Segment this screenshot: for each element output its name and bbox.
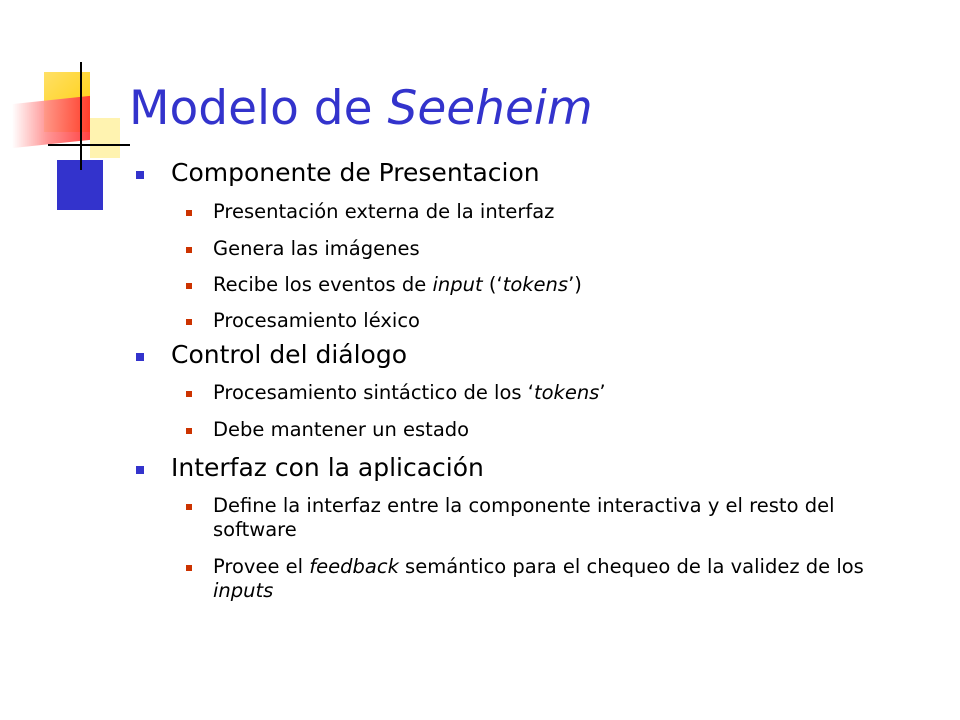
list-item — [213, 418, 923, 442]
section-heading: Interfaz con la aplicación — [171, 453, 484, 482]
item-text: (‘ — [482, 273, 503, 296]
item-text: Procesamiento léxico — [213, 309, 420, 332]
level2-bullet — [186, 565, 192, 571]
logo-pale-square — [90, 118, 120, 158]
level1-bullet — [136, 171, 144, 179]
logo-vertical-line — [80, 62, 82, 170]
item-text: Debe mantener un estado — [213, 418, 470, 441]
list-item — [213, 555, 923, 603]
level2-bullet — [186, 210, 192, 216]
level2-bullet — [186, 319, 192, 325]
level2-bullet — [186, 391, 192, 397]
italic-text: input — [432, 273, 483, 296]
list-item — [213, 309, 923, 333]
section-heading: Control del diálogo — [171, 340, 407, 369]
list-item — [213, 200, 923, 224]
item-text: Procesamiento sintáctico de los ‘ — [213, 381, 534, 404]
section-heading: Componente de Presentacion — [171, 158, 540, 187]
italic-text: tokens — [502, 273, 569, 296]
slide-title-italic: Seeheim — [387, 81, 593, 136]
item-text: ’) — [568, 273, 582, 296]
slide-title-main: Modelo de — [129, 81, 388, 136]
list-item — [213, 237, 923, 261]
list-item — [213, 494, 923, 542]
item-text: Provee el — [213, 555, 310, 578]
logo-red-band — [12, 96, 90, 148]
item-text: ’ — [599, 381, 606, 404]
list-item — [213, 381, 923, 405]
level2-bullet — [186, 247, 192, 253]
level2-bullet — [186, 428, 192, 434]
level2-bullet — [186, 283, 192, 289]
item-text: Define la interfaz entre la componente interactiva y el resto del software — [213, 494, 835, 541]
slide-title — [129, 82, 593, 136]
item-text: Genera las imágenes — [213, 237, 420, 260]
italic-text: inputs — [213, 579, 274, 602]
item-text: semántico para el chequeo de la validez de los — [398, 555, 864, 578]
list-item — [213, 273, 923, 297]
level1-bullet — [136, 466, 144, 474]
italic-text: tokens — [533, 381, 600, 404]
logo-horizontal-line — [48, 144, 130, 146]
item-text: Recibe los eventos de — [213, 273, 433, 296]
italic-text: feedback — [309, 555, 399, 578]
level1-bullet — [136, 353, 144, 361]
item-text: Presentación externa de la interfaz — [213, 200, 555, 223]
level2-bullet — [186, 504, 192, 510]
